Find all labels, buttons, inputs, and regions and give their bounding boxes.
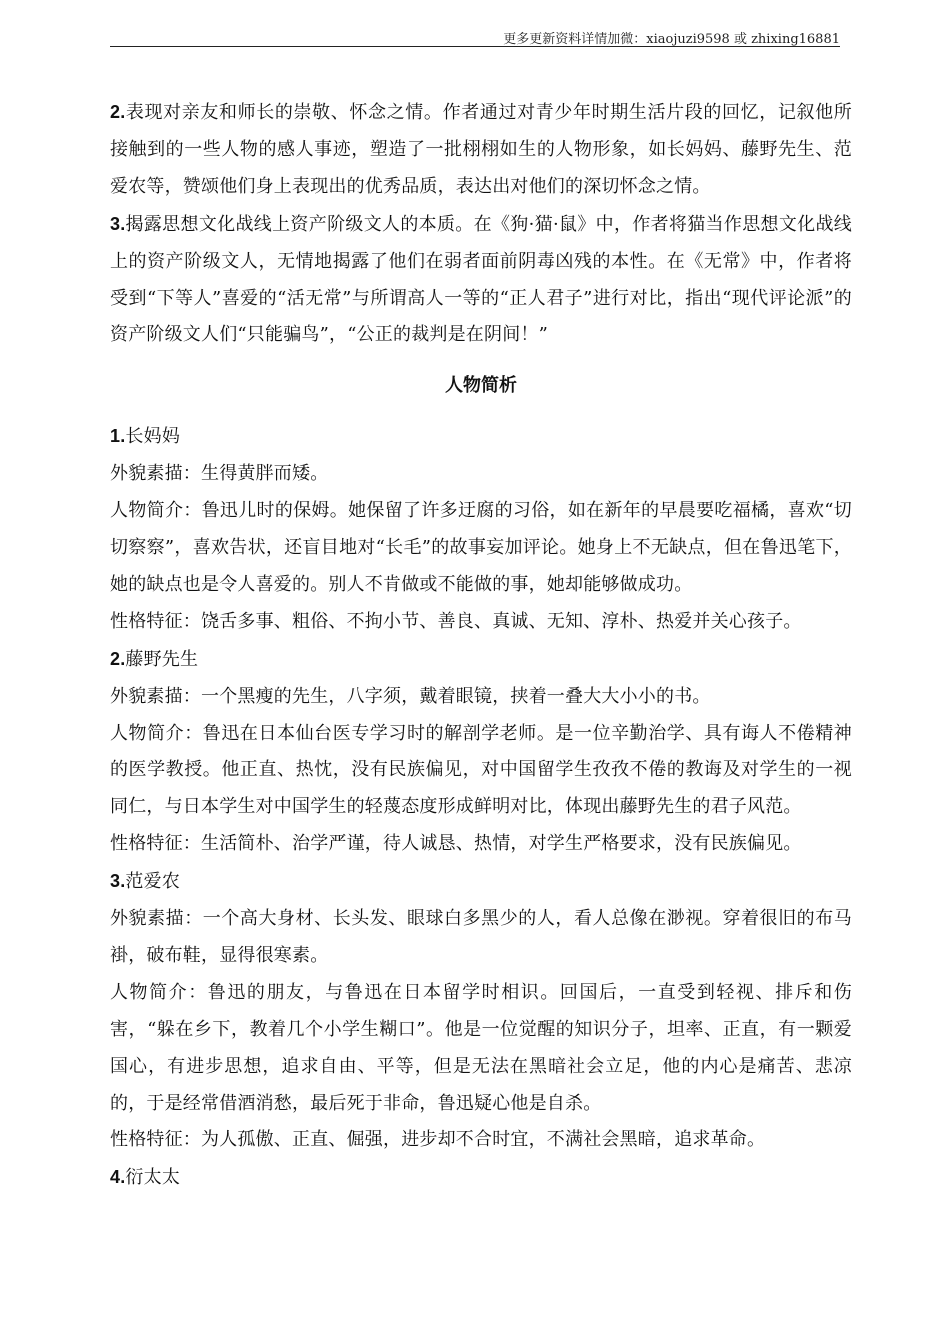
character-heading — [110, 1159, 852, 1197]
character-appearance: 外貌素描：一个高大身材、长头发、眼球白多黑少的人，看人总像在渺视。穿着很旧的布马褂，破布鞋，显得很寒素。 — [110, 908, 852, 966]
page-header — [110, 26, 840, 47]
paragraph-text: 表现对亲友和师长的崇敬、怀念之情。作者通过对青少年时期生活片段的回忆，记叙他所接触到的一些人物的感人事迹，塑造了一批栩栩如生的人物形象，如长妈妈、藤野先生、范爱农等，赞颂他们身上表现出的优秀品质，表达出对他们的深切怀念之情。 — [110, 102, 852, 197]
character-number: 1. — [110, 426, 126, 447]
section-title: 人物简析 — [445, 375, 517, 397]
paragraph-number: 3. — [110, 213, 126, 234]
character-intro: 人物简介：鲁迅的朋友，与鲁迅在日本留学时相识。回国后，一直受到轻视、排斥和伤害，“躲在乡下，教着几个小学生糊口”。他是一位觉醒的知识分子，坦率、正直，有一颗爱国心，有进步思想，追求自由、平等，但是无法在黑暗社会立足，他的内心是痛苦、悲凉的，于是经常借酒消愁，最后死于非命，鲁迅疑心他是自杀。 — [110, 981, 852, 1114]
character-traits: 性格特征：为人孤傲、正直、倔强，进步却不合时宜，不满社会黑暗，追求革命。 — [110, 1129, 766, 1151]
character-traits: 性格特征：饶舌多事、粗俗、不拘小节、善良、真诚、无知、淳朴、热爱并关心孩子。 — [110, 610, 802, 632]
character-name: 衍太太 — [125, 1167, 181, 1189]
character-number: 4. — [110, 1167, 126, 1188]
character-traits: 性格特征：生活简朴、治学严谨，待人诚恳、热情，对学生严格要求，没有民族偏见。 — [110, 833, 802, 855]
intro-paragraph-3 — [110, 206, 852, 355]
character-appearance: 外貌素描：生得黄胖而矮。 — [110, 463, 329, 485]
character-heading — [110, 863, 852, 901]
character-name: 长妈妈 — [125, 426, 181, 448]
character-intro: 人物简介：鲁迅儿时的保姆。她保留了许多迂腐的习俗，如在新年的早晨要吃福橘，喜欢“切切察察”，喜欢告状，还盲目地对“长毛”的故事妄加评论。她身上不无缺点，但在鲁迅笔下，她的缺点也是令人喜爱的。别人不肯做或不能做的事，她却能够做成功。 — [110, 500, 852, 595]
character-appearance: 外貌素描：一个黑瘦的先生，八字须，戴着眼镜，挟着一叠大大小小的书。 — [110, 685, 711, 707]
paragraph-text: 揭露思想文化战线上资产阶级文人的本质。在《狗·猫·鼠》中，作者将猫当作思想文化战线上的资产阶级文人，无情地揭露了他们在弱者面前阴毒凶残的本性。在《无常》中，作者将受到“下等人”喜爱的“活无常”与所谓高人一等的“正人君子”进行对比，指出“现代评论派”的资产阶级文人们“只能骗鸟”，“公正的裁判是在阴间！” — [110, 213, 852, 346]
character-name: 藤野先生 — [125, 648, 199, 670]
character-heading — [110, 418, 852, 456]
character-heading — [110, 641, 852, 679]
character-number: 3. — [110, 871, 126, 892]
character-number: 2. — [110, 648, 126, 669]
paragraph-number: 2. — [110, 102, 126, 122]
document-body — [110, 94, 852, 1197]
intro-paragraph-2 — [110, 94, 852, 206]
header-text: 更多更新资料详情加微：xiaojuzi9598 或 zhixing16881 — [503, 32, 840, 47]
character-intro: 人物简介：鲁迅在日本仙台医专学习时的解剖学老师。是一位辛勤治学、具有诲人不倦精神的医学教授。他正直、热忱，没有民族偏见，对中国留学生孜孜不倦的教诲及对学生的一视同仁，与日本学生对中国学生的轻蔑态度形成鲜明对比，体现出藤野先生的君子风范。 — [110, 722, 852, 818]
character-name: 范爱农 — [125, 871, 181, 893]
